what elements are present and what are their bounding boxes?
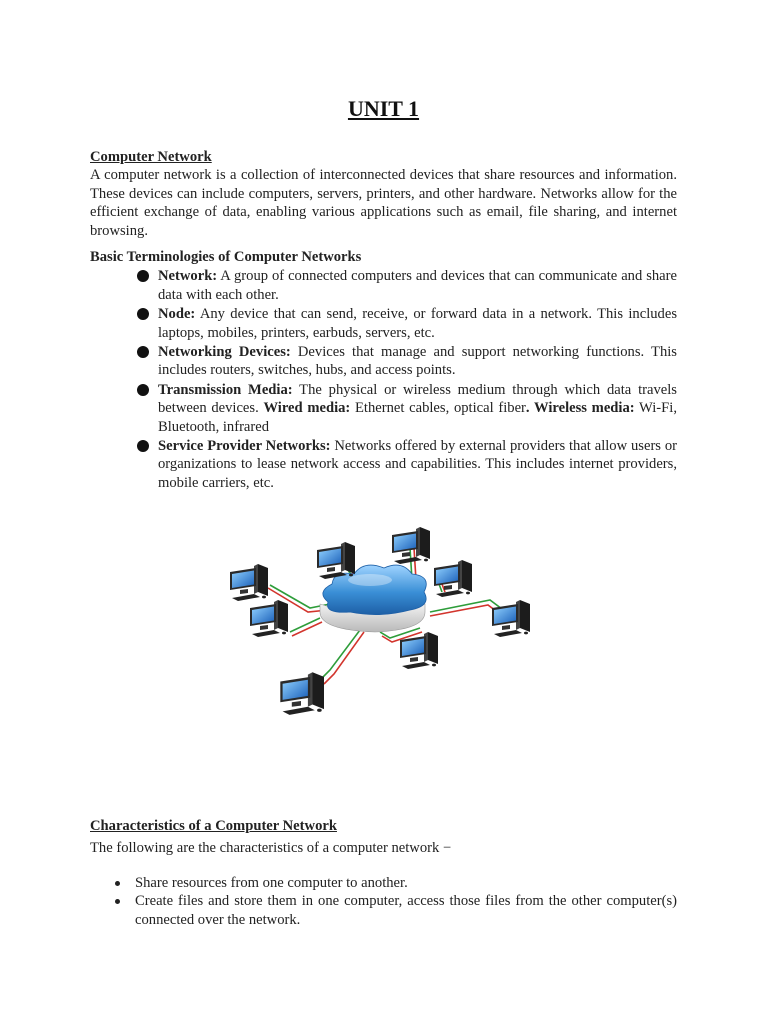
list-item (90, 874, 677, 892)
term-text: A group of connected computers and devices that can communicate and share data with each other. (158, 268, 677, 303)
term-text: Any device that can send, receive, or forward data in a network. This includes laptops, mobiles, printers, earbuds, servers, etc. (158, 306, 677, 341)
terminologies-heading: Basic Terminologies of Computer Networks (90, 249, 362, 265)
characteristics-intro: The following are the characteristics of a computer network − (90, 840, 452, 857)
wired-media-text: Ethernet cables, optical fiber (350, 400, 526, 417)
bullet-icon (115, 881, 120, 886)
network-illustration (220, 520, 550, 745)
network-diagram-image (220, 520, 550, 745)
term-label: Networking Devices: (158, 344, 291, 361)
bullet-icon (137, 440, 149, 452)
terminologies-section (90, 248, 677, 493)
wired-media-label: Wired media: (263, 400, 351, 417)
term-label: Transmission Media: (158, 381, 293, 398)
characteristics-heading: Characteristics of a Computer Network (90, 818, 337, 834)
list-item (90, 305, 677, 342)
term-text: The physical or wireless medium through which data travels between devices. (158, 381, 677, 417)
term-label: Network: (158, 268, 218, 285)
term-text: Devices that manage and support networking functions. This includes routers, switches, hubs, and access points. (158, 344, 677, 379)
list-item-text: Share resources from one computer to another. (135, 874, 408, 891)
list-item-text: Create files and store them in one computer, access those files from the other computer(s) connected over the network. (135, 893, 677, 928)
list-item (90, 343, 677, 380)
page-title: UNIT 1 (347, 96, 420, 121)
wireless-media-text: Wi-Fi, Bluetooth, infrared (158, 400, 677, 435)
bullet-icon (137, 308, 149, 320)
bullet-icon (137, 384, 149, 396)
list-item (90, 381, 677, 436)
computer-network-section (90, 148, 677, 240)
term-text: Networks offered by external providers that allow users or organizations to lease network access and capabilities. This includes internet providers, mobile carriers, etc. (158, 438, 678, 491)
list-item (90, 267, 677, 304)
list-item (90, 437, 677, 492)
characteristics-list (90, 874, 677, 929)
bullet-icon (115, 899, 120, 904)
wireless-media-label: . Wireless media: (525, 400, 635, 417)
terminologies-list (90, 267, 677, 492)
characteristics-section (90, 817, 677, 929)
term-label: Service Provider Networks: (158, 438, 331, 455)
bullet-icon (137, 270, 149, 282)
computer-network-paragraph: A computer network is a collection of interconnected devices that share resources and information. These devices can include computers, servers, printers, and other hardware. Networks allow for the efficient exchange of data, enabling various applications such as email, file sharing, and internet browsing. (90, 167, 677, 239)
term-label: Node: (158, 306, 196, 323)
list-item (90, 892, 677, 929)
computer-network-heading: Computer Network (90, 149, 212, 165)
bullet-icon (137, 346, 149, 358)
